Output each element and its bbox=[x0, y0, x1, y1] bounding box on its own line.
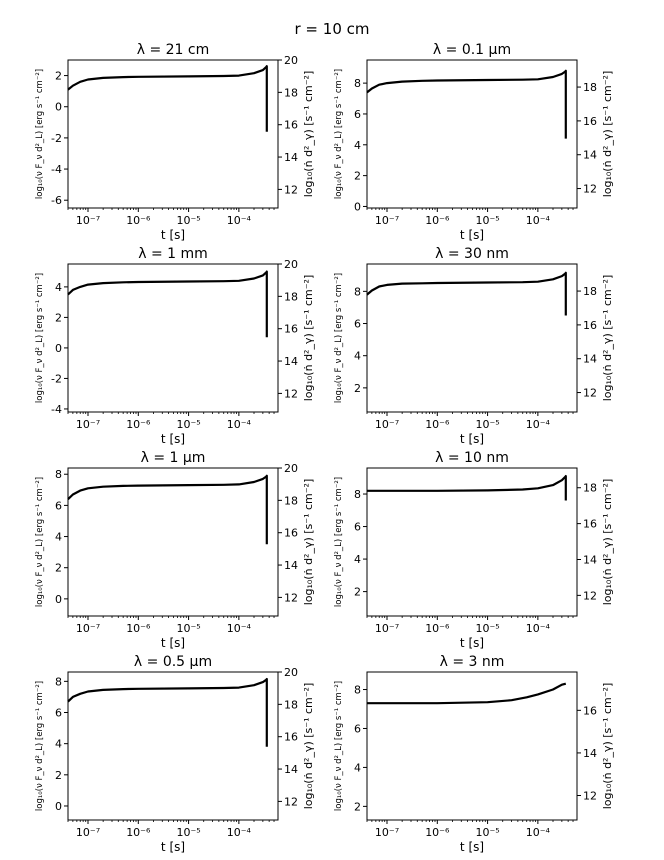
y-right-tick-label: 14 bbox=[284, 151, 298, 165]
y-left-tick-label: 0 bbox=[55, 592, 62, 606]
y-right-tick-label: 12 bbox=[583, 789, 597, 803]
y-right-tick-label: 20 bbox=[284, 54, 298, 67]
y-left-axis-label: log₁₀(ν F_ν d²_L) [erg s⁻¹ cm⁻²] bbox=[334, 272, 344, 404]
y-right-axis-label: log₁₀(ṅ d²_γ) [s⁻¹ cm⁻²] bbox=[601, 682, 614, 810]
y-right-axis-label: log₁₀(ṅ d²_γ) [s⁻¹ cm⁻²] bbox=[601, 70, 614, 198]
y-left-tick-label: 8 bbox=[354, 77, 361, 91]
y-left-tick-label: 2 bbox=[354, 169, 361, 183]
x-tick-label: 10⁻⁴ bbox=[525, 826, 550, 839]
y-left-tick-label: 6 bbox=[354, 107, 361, 121]
y-left-axis-label: log₁₀(ν F_ν d²_L) [erg s⁻¹ cm⁻²] bbox=[334, 476, 344, 608]
x-tick-label: 10⁻⁶ bbox=[126, 418, 151, 431]
y-right-tick-label: 20 bbox=[284, 462, 298, 475]
y-right-tick-label: 16 bbox=[284, 526, 298, 540]
y-right-tick-label: 16 bbox=[284, 118, 298, 132]
subplot-6 bbox=[334, 450, 614, 650]
y-right-tick-label: 14 bbox=[583, 148, 597, 162]
y-left-tick-label: 8 bbox=[354, 488, 361, 502]
y-right-tick-label: 12 bbox=[284, 591, 298, 605]
y-left-tick-label: 4 bbox=[354, 761, 361, 775]
x-tick-label: 10⁻⁵ bbox=[475, 214, 500, 227]
y-left-tick-label: -6 bbox=[51, 194, 62, 208]
x-tick-label: 10⁻⁷ bbox=[75, 622, 101, 635]
y-left-tick-label: 2 bbox=[354, 585, 361, 599]
y-left-tick-label: 4 bbox=[354, 349, 361, 363]
subplot-title: λ = 30 nm bbox=[435, 246, 509, 262]
y-left-tick-label: 2 bbox=[55, 311, 62, 325]
plot-frame bbox=[68, 468, 278, 616]
x-tick-label: 10⁻⁵ bbox=[176, 622, 201, 635]
y-left-tick-label: 0 bbox=[354, 200, 361, 214]
y-right-tick-label: 14 bbox=[284, 763, 298, 777]
x-tick-label: 10⁻⁷ bbox=[75, 418, 101, 431]
series-line-1 bbox=[367, 476, 566, 500]
x-tick-label: 10⁻⁷ bbox=[374, 622, 400, 635]
x-axis-label: t [s] bbox=[160, 636, 186, 650]
figure-title: r = 10 cm bbox=[294, 20, 370, 38]
x-tick-label: 10⁻⁴ bbox=[226, 826, 251, 839]
plot-frame bbox=[68, 264, 278, 412]
y-right-axis-label: log₁₀(ṅ d²_γ) [s⁻¹ cm⁻²] bbox=[302, 274, 315, 402]
y-left-tick-label: 2 bbox=[354, 381, 361, 395]
y-right-tick-label: 14 bbox=[583, 553, 597, 567]
plot-frame bbox=[367, 264, 577, 412]
plot-frame bbox=[367, 672, 577, 820]
y-left-axis-label: log₁₀(ν F_ν d²_L) [erg s⁻¹ cm⁻²] bbox=[334, 68, 344, 200]
subplot-title: λ = 3 nm bbox=[439, 654, 505, 670]
x-tick-label: 10⁻⁵ bbox=[176, 214, 201, 227]
y-left-tick-label: 6 bbox=[354, 722, 361, 736]
y-left-tick-label: 2 bbox=[55, 69, 62, 83]
x-axis-label: t [s] bbox=[160, 840, 186, 854]
x-tick-label: 10⁻⁷ bbox=[374, 826, 400, 839]
subplot-1 bbox=[35, 42, 315, 242]
x-tick-label: 10⁻⁶ bbox=[425, 418, 450, 431]
x-tick-label: 10⁻⁴ bbox=[525, 418, 550, 431]
subplot-3 bbox=[35, 246, 315, 446]
x-tick-label: 10⁻⁴ bbox=[226, 622, 251, 635]
y-left-tick-label: 0 bbox=[55, 100, 62, 114]
x-axis-label: t [s] bbox=[459, 432, 485, 446]
y-left-tick-label: 4 bbox=[55, 737, 62, 751]
series-line-1 bbox=[68, 272, 267, 338]
x-tick-label: 10⁻⁶ bbox=[425, 622, 450, 635]
series-line-1 bbox=[68, 476, 267, 545]
subplot-title: λ = 1 mm bbox=[138, 246, 208, 262]
y-right-tick-label: 12 bbox=[284, 795, 298, 809]
y-right-axis-label: log₁₀(ṅ d²_γ) [s⁻¹ cm⁻²] bbox=[302, 478, 315, 606]
subplot-title: λ = 21 cm bbox=[136, 42, 210, 58]
y-left-axis-label: log₁₀(ν F_ν d²_L) [erg s⁻¹ cm⁻²] bbox=[334, 680, 344, 812]
y-right-tick-label: 18 bbox=[583, 285, 597, 299]
y-left-axis-label: log₁₀(ν F_ν d²_L) [erg s⁻¹ cm⁻²] bbox=[35, 680, 45, 812]
x-tick-label: 10⁻⁶ bbox=[425, 214, 450, 227]
y-right-tick-label: 12 bbox=[583, 182, 597, 196]
plot-frame bbox=[68, 60, 278, 208]
y-right-tick-label: 14 bbox=[284, 559, 298, 573]
x-tick-label: 10⁻⁵ bbox=[176, 826, 201, 839]
subplot-title: λ = 10 nm bbox=[435, 450, 509, 466]
subplot-7 bbox=[35, 654, 315, 854]
series-line-1 bbox=[68, 679, 267, 747]
y-right-axis-label: log₁₀(ṅ d²_γ) [s⁻¹ cm⁻²] bbox=[601, 478, 614, 606]
x-tick-label: 10⁻⁴ bbox=[525, 214, 550, 227]
y-right-axis-label: log₁₀(ṅ d²_γ) [s⁻¹ cm⁻²] bbox=[302, 70, 315, 198]
y-left-tick-label: 8 bbox=[55, 468, 62, 482]
y-right-tick-label: 18 bbox=[583, 81, 597, 95]
y-left-tick-label: 8 bbox=[354, 683, 361, 697]
y-right-tick-label: 18 bbox=[583, 481, 597, 495]
y-right-tick-label: 16 bbox=[583, 114, 597, 128]
x-tick-label: 10⁻⁶ bbox=[425, 826, 450, 839]
y-left-axis-label: log₁₀(ν F_ν d²_L) [erg s⁻¹ cm⁻²] bbox=[35, 272, 45, 404]
x-tick-label: 10⁻⁷ bbox=[75, 826, 101, 839]
x-axis-label: t [s] bbox=[459, 228, 485, 242]
y-left-tick-label: -2 bbox=[51, 372, 62, 386]
subplot-4 bbox=[334, 246, 614, 446]
x-tick-label: 10⁻⁵ bbox=[176, 418, 201, 431]
x-tick-label: 10⁻⁶ bbox=[126, 622, 151, 635]
y-right-tick-label: 16 bbox=[583, 318, 597, 332]
y-right-tick-label: 14 bbox=[583, 352, 597, 366]
x-axis-label: t [s] bbox=[160, 228, 186, 242]
y-right-tick-label: 16 bbox=[583, 704, 597, 718]
y-left-tick-label: -4 bbox=[51, 402, 62, 416]
y-left-tick-label: 4 bbox=[354, 138, 361, 152]
plot-frame bbox=[68, 672, 278, 820]
y-right-tick-label: 18 bbox=[284, 698, 298, 712]
y-left-tick-label: 2 bbox=[354, 800, 361, 814]
y-left-tick-label: -2 bbox=[51, 131, 62, 145]
subplot-title: λ = 0.1 μm bbox=[432, 42, 512, 58]
x-axis-label: t [s] bbox=[160, 432, 186, 446]
y-right-tick-label: 14 bbox=[284, 355, 298, 369]
y-right-tick-label: 18 bbox=[284, 290, 298, 304]
subplot-title: λ = 1 μm bbox=[140, 450, 206, 466]
x-tick-label: 10⁻⁷ bbox=[75, 214, 101, 227]
y-right-tick-label: 18 bbox=[284, 86, 298, 100]
y-left-axis-label: log₁₀(ν F_ν d²_L) [erg s⁻¹ cm⁻²] bbox=[35, 476, 45, 608]
series-line-1 bbox=[367, 273, 566, 316]
y-left-tick-label: 8 bbox=[55, 675, 62, 689]
y-right-axis-label: log₁₀(ṅ d²_γ) [s⁻¹ cm⁻²] bbox=[601, 274, 614, 402]
y-right-tick-label: 20 bbox=[284, 666, 298, 679]
y-left-tick-label: 0 bbox=[55, 341, 62, 355]
y-right-tick-label: 12 bbox=[284, 387, 298, 401]
series-line-1 bbox=[367, 71, 566, 139]
x-tick-label: 10⁻⁷ bbox=[374, 214, 400, 227]
y-right-tick-label: 16 bbox=[583, 517, 597, 531]
y-right-tick-label: 16 bbox=[284, 322, 298, 336]
y-right-tick-label: 12 bbox=[284, 183, 298, 197]
x-tick-label: 10⁻⁶ bbox=[126, 826, 151, 839]
x-tick-label: 10⁻⁵ bbox=[475, 826, 500, 839]
y-left-tick-label: 8 bbox=[354, 285, 361, 299]
x-tick-label: 10⁻⁴ bbox=[226, 214, 251, 227]
y-right-tick-label: 12 bbox=[583, 386, 597, 400]
y-right-tick-label: 12 bbox=[583, 589, 597, 603]
y-left-tick-label: 2 bbox=[55, 561, 62, 575]
subplot-5 bbox=[35, 450, 315, 650]
y-left-tick-label: 0 bbox=[55, 799, 62, 813]
x-tick-label: 10⁻⁵ bbox=[475, 418, 500, 431]
y-left-axis-label: log₁₀(ν F_ν d²_L) [erg s⁻¹ cm⁻²] bbox=[35, 68, 45, 200]
y-left-tick-label: -4 bbox=[51, 163, 62, 177]
y-right-axis-label: log₁₀(ṅ d²_γ) [s⁻¹ cm⁻²] bbox=[302, 682, 315, 810]
y-right-tick-label: 16 bbox=[284, 730, 298, 744]
subplot-8 bbox=[334, 654, 614, 854]
x-tick-label: 10⁻⁷ bbox=[374, 418, 400, 431]
x-tick-label: 10⁻⁴ bbox=[226, 418, 251, 431]
y-left-tick-label: 6 bbox=[55, 706, 62, 720]
x-tick-label: 10⁻⁵ bbox=[475, 622, 500, 635]
y-right-tick-label: 14 bbox=[583, 746, 597, 760]
series-line-1 bbox=[68, 66, 267, 132]
y-right-tick-label: 18 bbox=[284, 494, 298, 508]
series-line-1 bbox=[367, 684, 566, 704]
y-left-tick-label: 6 bbox=[354, 520, 361, 534]
x-tick-label: 10⁻⁴ bbox=[525, 622, 550, 635]
y-left-tick-label: 2 bbox=[55, 768, 62, 782]
x-axis-label: t [s] bbox=[459, 636, 485, 650]
subplot-title: λ = 0.5 μm bbox=[133, 654, 213, 670]
x-tick-label: 10⁻⁶ bbox=[126, 214, 151, 227]
y-right-tick-label: 20 bbox=[284, 258, 298, 271]
y-left-tick-label: 4 bbox=[55, 280, 62, 294]
subplot-2 bbox=[334, 42, 614, 242]
y-left-tick-label: 6 bbox=[55, 499, 62, 513]
y-left-tick-label: 6 bbox=[354, 317, 361, 331]
x-axis-label: t [s] bbox=[459, 840, 485, 854]
y-left-tick-label: 4 bbox=[354, 553, 361, 567]
y-left-tick-label: 4 bbox=[55, 530, 62, 544]
